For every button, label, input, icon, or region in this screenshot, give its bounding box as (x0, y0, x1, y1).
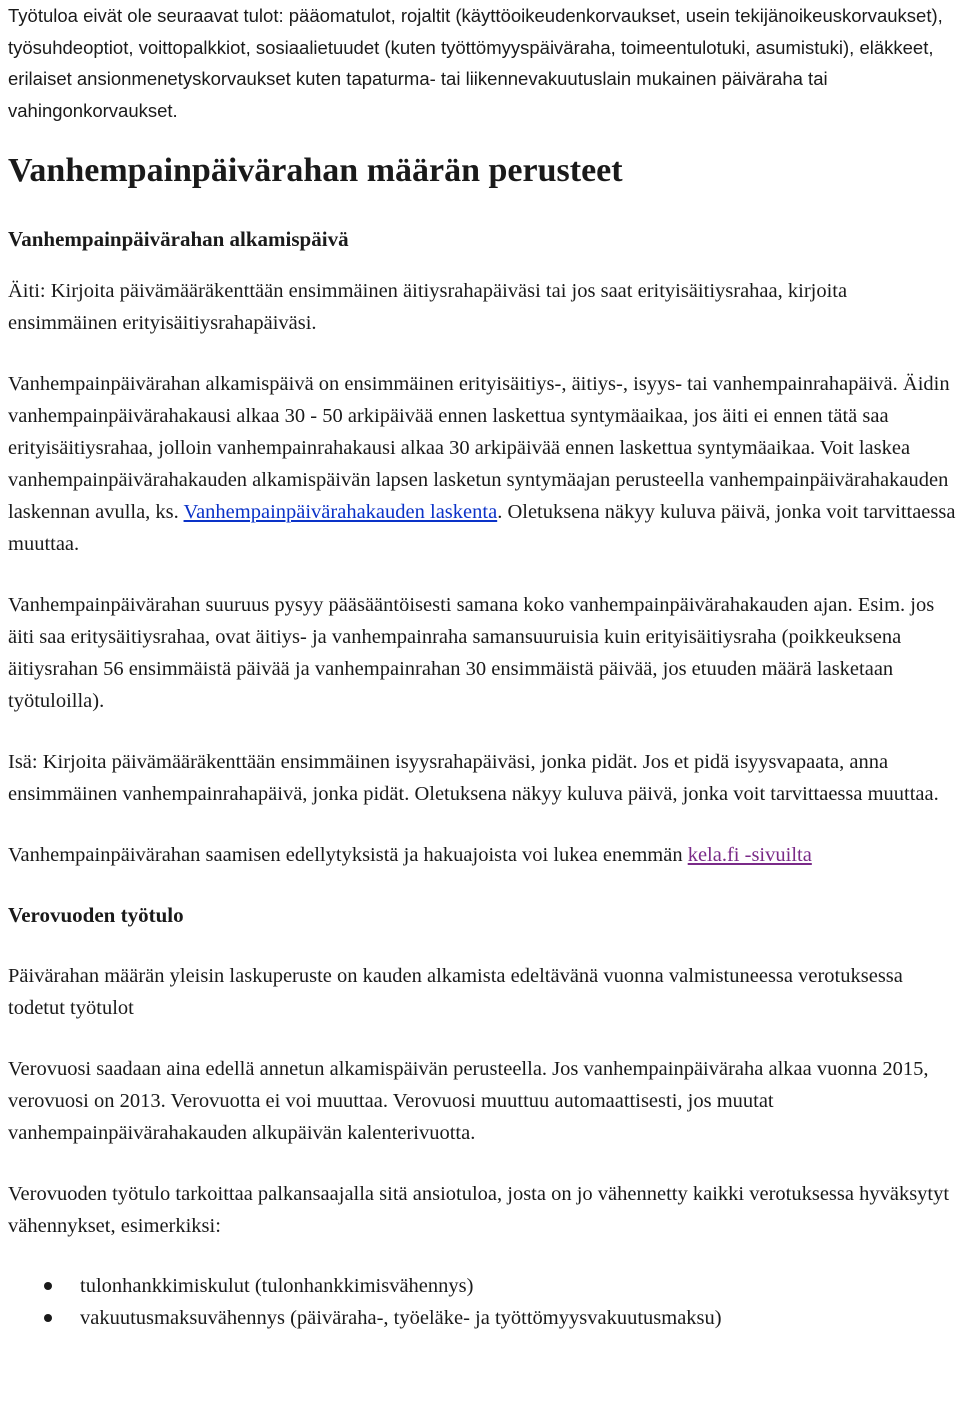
section-heading-start-date: Vanhempainpäivärahan alkamispäivä (8, 227, 349, 251)
start-date-text-end: . Oletuksena näkyy kuluva päivä, jonka voit tarvittaessa muuttaa. (8, 501, 956, 555)
more-info-text: Vanhempainpäivärahan saamisen edellytyksistä ja hakuajoista voi lukea enemmän (8, 844, 688, 866)
start-date-text: Vanhempainpäivärahan alkamispäivä on ensimmäinen erityisäitiys-, äitiys-, isyys- tai vanhempainrahapäivä. Äidin vanhempainpäivärahakausi alkaa 30 - 50 arkipäivää ennen laskettua syntymäaikaa, jos äiti ei ennen tätä saa erityisäitiysrahaa, jolloin vanhempainrahakausi alkaa 30 arkipäivää ennen laskettua syntymäaikaa. Voit laskea vanhempainpäivärahakauden alkamispäivän lapsen lasketun syntymäajan perusteella vanhempainpäivärahakauden laskennan avulla, ks. (8, 373, 950, 523)
intro-paragraph: Työtuloa eivät ole seuraavat tulot: pääomatulot, rojaltit (käyttöoikeudenkorvaukset, usein tekijänoikeuskorvaukset), työsuhdeoptiot, voittopalkkiot, sosiaalietuudet (kuten työttömyyspäiväraha, toimeentulotuki, asumistuki), eläkkeet, erilaiset ansionmenetyskorvaukset kuten tapaturma- tai liikennevakuutuslain mukainen päiväraha tai vahingonkorvaukset. (8, 5, 943, 121)
income-basis-paragraph: Päivärahan määrän yleisin laskuperuste on kauden alkamista edeltävänä vuonna valmistuneessa verotuksessa todetut työtulot (8, 965, 903, 1019)
father-paragraph: Isä: Kirjoita päivämääräkenttään ensimmäinen isyysrahapäiväsi, jonka pidät. Jos et pidä isyysvapaata, anna ensimmäinen vanhempainrahapäivä, jonka pidät. Oletuksena näkyy kuluva päivä, jonka voit tarvittaessa muuttaa. (8, 751, 939, 805)
kela-link[interactable]: kela.fi -sivuilta (687, 844, 812, 866)
start-date-paragraph (8, 368, 956, 560)
main-heading: Vanhempainpäivärahan määrän perusteet (8, 152, 623, 189)
tax-year-income-paragraph: Verovuoden työtulo tarkoittaa palkansaajalla sitä ansiotuloa, josta on jo vähennetty kaikki verotuksessa hyväksytyt vähennykset, esimerkiksi: (8, 1183, 950, 1237)
more-info-paragraph (8, 839, 956, 871)
section-heading-tax-year-income: Verovuoden työtulo (8, 903, 184, 927)
bullet-icon (44, 1314, 52, 1322)
amount-stability-paragraph: Vanhempainpäivärahan suuruus pysyy pääsääntöisesti samana koko vanhempainpäivärahakauden ajan. Esim. jos äiti saa eritysäitiysrahaa, ovat äitiys- ja vanhempainraha samansuuruisia kuin erityisäitiysraha (poikkeuksena äitiysrahan 56 ensimmäistä päivää ja vanhempainrahan 30 ensimmäistä päivää, jos etuuden määrä lasketaan työtuloilla). (8, 594, 935, 712)
deductions-list (8, 1270, 956, 1334)
document-page (8, 0, 956, 1334)
bullet-icon (44, 1282, 52, 1290)
list-item (8, 1302, 956, 1334)
mother-paragraph: Äiti: Kirjoita päivämääräkenttään ensimmäinen äitiysrahapäiväsi tai jos saat erityisäitiysrahaa, kirjoita ensimmäinen erityisäitiysrahapäiväsi. (8, 280, 848, 334)
period-calculation-link[interactable]: Vanhempainpäivärahakauden laskenta (183, 501, 498, 523)
list-item-text: tulonhankkimiskulut (tulonhankkimisvähennys) (80, 1275, 474, 1297)
tax-year-paragraph: Verovuosi saadaan aina edellä annetun alkamispäivän perusteella. Jos vanhempainpäiväraha alkaa vuonna 2015, verovuosi on 2013. Verovuotta ei voi muuttaa. Verovuosi muuttuu automaattisesti, jos muutat vanhempainpäivärahakauden alkupäivän kalenterivuotta. (8, 1058, 929, 1144)
list-item (8, 1270, 956, 1302)
list-item-text: vakuutusmaksuvähennys (päiväraha-, työeläke- ja työttömyysvakuutusmaksu) (80, 1307, 722, 1329)
